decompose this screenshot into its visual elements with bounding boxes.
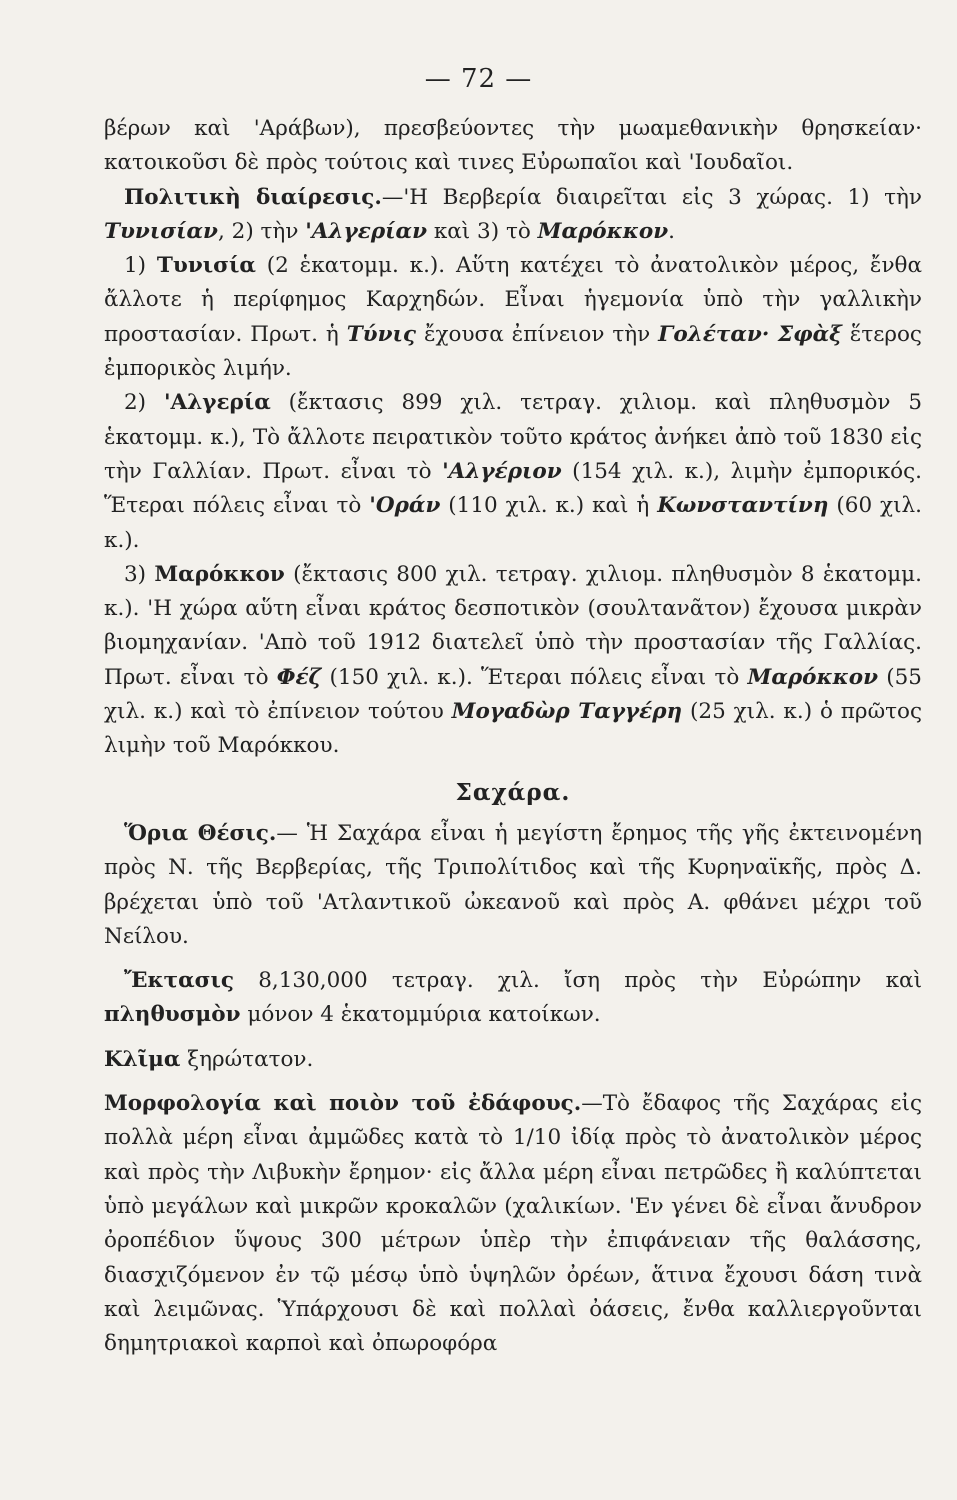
paragraph-text: — Ἡ Σαχάρα εἶναι ἡ μεγίστη ἔρημος τῆς γῆς ἐκτεινομένη πρὸς Ν. τῆς Βερβερίας, τῆς Τριπολίτιδος καὶ τῆς Κυρηναϊκῆς, πρὸς Δ. βρέχεται ὑπὸ τοῦ 'Ατλαντικοῦ ὠκεανοῦ καὶ πρὸς Α. φθάνει μέχρι τοῦ Νείλου.	[104, 820, 922, 949]
page-number: — 72 —	[424, 64, 533, 94]
heading-borders: Ὅρια Θέσις.	[124, 820, 277, 846]
heading-extent: Ἔκτασις	[124, 968, 234, 994]
paragraph-climate	[104, 1043, 922, 1077]
paragraph-text: (ἔκτασις 899 χιλ. τετραγ. χιλιομ. καὶ πληθυσμὸν 5 ἑκατομμ. κ.), Τὸ ἄλλοτε πειρατικὸν τοῦτο κράτος ἀνήκει ἀπὸ τοῦ 1830 εἰς τὴν Γαλλίαν. Πρωτ. εἶναι τὸ	[104, 390, 923, 484]
heading-morphology: Μορφολογία καὶ ποιὸν τοῦ ἐδάφους.	[104, 1091, 582, 1117]
paragraph-text: ἔχουσα ἐπίνειον τὴν	[416, 321, 659, 347]
paragraph-text: 8,130,000 τετραγ. χιλ. ἴση πρὸς τὴν Εὐρώπην καὶ	[233, 968, 922, 994]
heading-morocco: Μαρόκκον	[154, 561, 285, 587]
paragraph-text: ἕτερος ἐμπορικὸς λιμήν.	[104, 321, 922, 382]
paragraph-morocco	[104, 558, 922, 764]
paragraph-text: (2 ἑκατομμ. κ.). Αὕτη κατέχει τὸ ἀνατολικὸν μέρος, ἔνθα ἄλλοτε ἡ περίφημος Καρχηδών. Εἶναι ἡγεμονία ὑπὸ τὴν γαλλικὴν προστασίαν. Πρωτ. ἡ	[104, 253, 922, 347]
paragraph-text: (ἔκτασις 800 χιλ. τετραγ. χιλιομ. πληθυσμὸν 8 ἑκατομμ. κ.). 'Η χώρα αὕτη εἶναι κράτος δεσποτικὸν (σουλτανᾶτον) ἔχουσα μικρὰν βιομηχανίαν. 'Απὸ τοῦ 1912 διατελεῖ ὑπὸ τὴν προστασίαν τῆς Γαλλίας. Πρωτ. εἶναι τὸ	[104, 561, 922, 690]
body-text	[104, 112, 922, 1361]
paragraph-text: (150 χιλ. κ.). Ἕτεραι πόλεις εἶναι τὸ	[321, 664, 748, 690]
paragraph-text: (110 χιλ. κ.) καὶ ἡ	[440, 493, 658, 519]
place-name: 'Αλγέριον	[442, 458, 562, 484]
paragraph-text: μόνον 4 ἑκατομμύρια κατοίκων.	[240, 1002, 601, 1028]
paragraph-text: .	[668, 218, 675, 244]
paragraph-text: 1)	[124, 253, 157, 279]
heading-algeria: 'Αλγερία	[163, 390, 271, 416]
place-name: Γολέταν· Σφὰξ	[658, 321, 842, 347]
place-name: Τυνισίαν	[104, 218, 218, 244]
paragraph-morphology	[104, 1087, 922, 1361]
paragraph-text: 2)	[124, 390, 164, 416]
paragraph-continued	[104, 112, 922, 181]
paragraph-political-division	[104, 181, 922, 250]
section-heading	[104, 776, 922, 811]
paragraph-text: (60 χιλ. κ.).	[104, 493, 922, 553]
paragraph-text: καὶ 3) τὸ	[427, 218, 538, 244]
heading-climate: Κλῖμα	[104, 1046, 181, 1072]
place-name: Μαρόκκον	[747, 664, 879, 690]
heading-tunisia: Τυνισία	[156, 253, 256, 279]
place-name: Φέζ	[276, 664, 322, 690]
paragraph-text: βέρων καὶ 'Αράβων), πρεσβεύοντες τὴν μωαμεθανικὴν θρησκείαν· κατοικοῦσι δὲ πρὸς τούτοις καὶ τινες Εὐρωπαῖοι καὶ 'Ιουδαῖοι.	[104, 116, 922, 176]
place-name: Μαρόκκον	[537, 218, 669, 244]
paragraph-text: —'Η Βερβερία διαιρεῖται εἰς 3 χώρας. 1) τὴν	[381, 184, 922, 210]
paragraph-text: —Τὸ ἔδαφος τῆς Σαχάρας εἰς πολλὰ μέρη εἶναι ἀμμῶδες κατὰ τὸ 1/10 ἰδίᾳ πρὸς τὸ ἀνατολικὸν μέρος καὶ πρὸς τὴν Λιβυκὴν ἔρημον· εἰς ἄλλα μέρη εἶναι πετρῶδες ἢ καλύπτεται ὑπὸ μεγάλων καὶ μικρῶν κροκαλῶν (χαλικίων. 'Εν γένει δὲ εἶναι ἄνυδρον ὀροπέδιον ὕψους 300 μέτρων ὑπὲρ τὴν ἐπιφάνειαν τῆς θαλάσσης, διασχιζόμενον ἐν τῷ μέσῳ ὑπὸ ὑψηλῶν ὀρέων, ἅτινα ἔχουσι δάση τινὰ καὶ λειμῶνας. Ὑπάρχουσι δὲ καὶ πολλαὶ ὀάσεις, ἔνθα καλλιεργοῦνται δημητριακοὶ καρποὶ καὶ ὀπωροφόρα	[104, 1091, 922, 1357]
paragraph-text: (55 χιλ. κ.) καὶ τὸ ἐπίνειον τούτου	[104, 664, 922, 725]
place-name: Μογαδὼρ Ταγγέρη	[451, 699, 683, 725]
paragraph-text: 3)	[124, 561, 155, 587]
paragraph-text: (25 χιλ. κ.) ὁ πρῶτος λιμὴν τοῦ Μαρόκκου.	[104, 699, 922, 759]
paragraph-text: ξηρώτατον.	[180, 1046, 314, 1072]
heading-political-division: Πολιτικὴ διαίρεσις.	[124, 184, 382, 210]
paragraph-extent	[104, 964, 922, 1033]
place-name: Κωνσταντίνη	[657, 493, 829, 519]
paragraph-text: (154 χιλ. κ.), λιμὴν ἐμπορικός. Ἕτεραι πόλεις εἶναι τὸ	[104, 458, 923, 519]
paragraph-borders	[104, 817, 922, 954]
place-name: 'Αλγερίαν	[305, 218, 427, 244]
section-title: Σαχάρα.	[455, 778, 571, 806]
place-name: Τύνις	[346, 321, 417, 347]
paragraph-tunisia	[104, 249, 922, 386]
heading-population: πληθυσμὸν	[104, 1002, 241, 1028]
paragraph-algeria	[104, 386, 922, 557]
place-name: 'Οράν	[369, 493, 441, 519]
paragraph-text: , 2) τὴν	[217, 218, 306, 244]
